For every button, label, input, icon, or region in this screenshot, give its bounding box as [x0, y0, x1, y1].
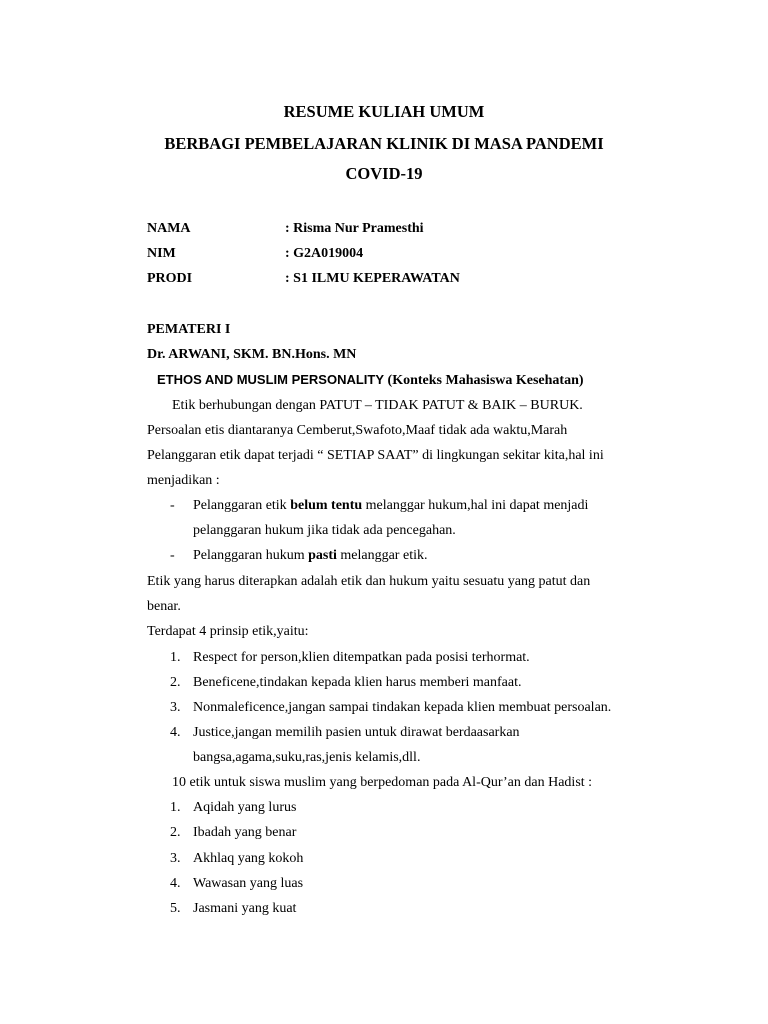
paragraph-prinsip-intro: Terdapat 4 prinsip etik,yaitu:: [147, 624, 309, 639]
bullet-2-post: melanggar etik.: [336, 548, 428, 563]
bullet-2-bold: pasti: [308, 548, 337, 563]
paragraph-etik: Etik berhubungan dengan PATUT – TIDAK PATUT & BAIK – BURUK.: [172, 398, 583, 413]
bullet-1-post: melanggar hukum,hal ini dapat menjadi: [362, 498, 589, 513]
list-number: 2.: [170, 675, 181, 690]
ethic-item: Akhlaq yang kokoh: [193, 851, 304, 866]
list-number: 1.: [170, 650, 181, 665]
bullet-1-text: [193, 499, 588, 513]
bullet-dash: -: [170, 498, 175, 513]
identity-label-nim: NIM: [147, 246, 176, 261]
ethic-item: Wawasan yang luas: [193, 876, 304, 891]
bullet-dash: -: [170, 548, 175, 563]
list-number: 4.: [170, 876, 181, 891]
list-number: 2.: [170, 825, 181, 840]
bullet-1-line-2: pelanggaran hukum jika tidak ada pencegahan.: [193, 523, 456, 538]
bullet-1-bold: belum tentu: [290, 498, 363, 513]
principle-item: Beneficene,tindakan kepada klien harus memberi manfaat.: [193, 675, 522, 690]
principle-item: Nonmaleficence,jangan sampai tindakan kepada klien membuat persoalan.: [193, 700, 612, 715]
bullet-2-text: [193, 549, 427, 563]
list-number: 3.: [170, 851, 181, 866]
paragraph-pelanggaran-line-1: Pelanggaran etik dapat terjadi “ SETIAP SAAT” di lingkungan sekitar kita,hal ini: [147, 448, 604, 463]
speaker-topic: [157, 373, 584, 388]
list-number: 5.: [170, 901, 181, 916]
topic-context: (Konteks Mahasiswa Kesehatan): [387, 373, 584, 388]
principle-item: Justice,jangan memilih pasien untuk dirawat berdaasarkan: [193, 725, 520, 740]
topic-main: ETHOS AND MUSLIM PERSONALITY: [157, 372, 385, 387]
bullet-1-pre: Pelanggaran etik: [193, 498, 291, 513]
list-number: 4.: [170, 725, 181, 740]
speaker-heading: PEMATERI I: [147, 322, 231, 337]
document-title-line-2: BERBAGI PEMBELAJARAN KLINIK DI MASA PANDEMI: [164, 134, 604, 153]
principle-item: Respect for person,klien ditempatkan pada posisi terhormat.: [193, 650, 530, 665]
ethic-item: Aqidah yang lurus: [193, 800, 297, 815]
identity-label-nama: NAMA: [147, 221, 191, 236]
identity-value-nim: : G2A019004: [285, 246, 364, 261]
speaker-name: Dr. ARWANI, SKM. BN.Hons. MN: [147, 347, 357, 362]
document-title-line-1: RESUME KULIAH UMUM: [283, 102, 485, 121]
identity-value-nama: : Risma Nur Pramesthi: [285, 221, 424, 236]
identity-label-prodi: PRODI: [147, 271, 193, 286]
paragraph-etik-diterapkan-line-1: Etik yang harus diterapkan adalah etik dan hukum yaitu sesuatu yang patut dan: [147, 574, 591, 589]
paragraph-pelanggaran-line-2: menjadikan :: [147, 473, 220, 488]
document-title-line-3: COVID-19: [345, 164, 423, 183]
ethic-item: Ibadah yang benar: [193, 825, 297, 840]
list-number: 3.: [170, 700, 181, 715]
ethic-item: Jasmani yang kuat: [193, 901, 297, 916]
paragraph-etik-diterapkan-line-2: benar.: [147, 599, 181, 614]
principle-item-continuation: bangsa,agama,suku,ras,jenis kelamis,dll.: [193, 750, 421, 765]
identity-value-prodi: : S1 ILMU KEPERAWATAN: [285, 271, 460, 286]
list-number: 1.: [170, 800, 181, 815]
paragraph-etik-muslim-intro: 10 etik untuk siswa muslim yang berpedoman pada Al-Qur’an dan Hadist :: [172, 775, 593, 790]
paragraph-persoalan: Persoalan etis diantaranya Cemberut,Swafoto,Maaf tidak ada waktu,Marah: [147, 423, 568, 438]
bullet-2-pre: Pelanggaran hukum: [193, 548, 309, 563]
